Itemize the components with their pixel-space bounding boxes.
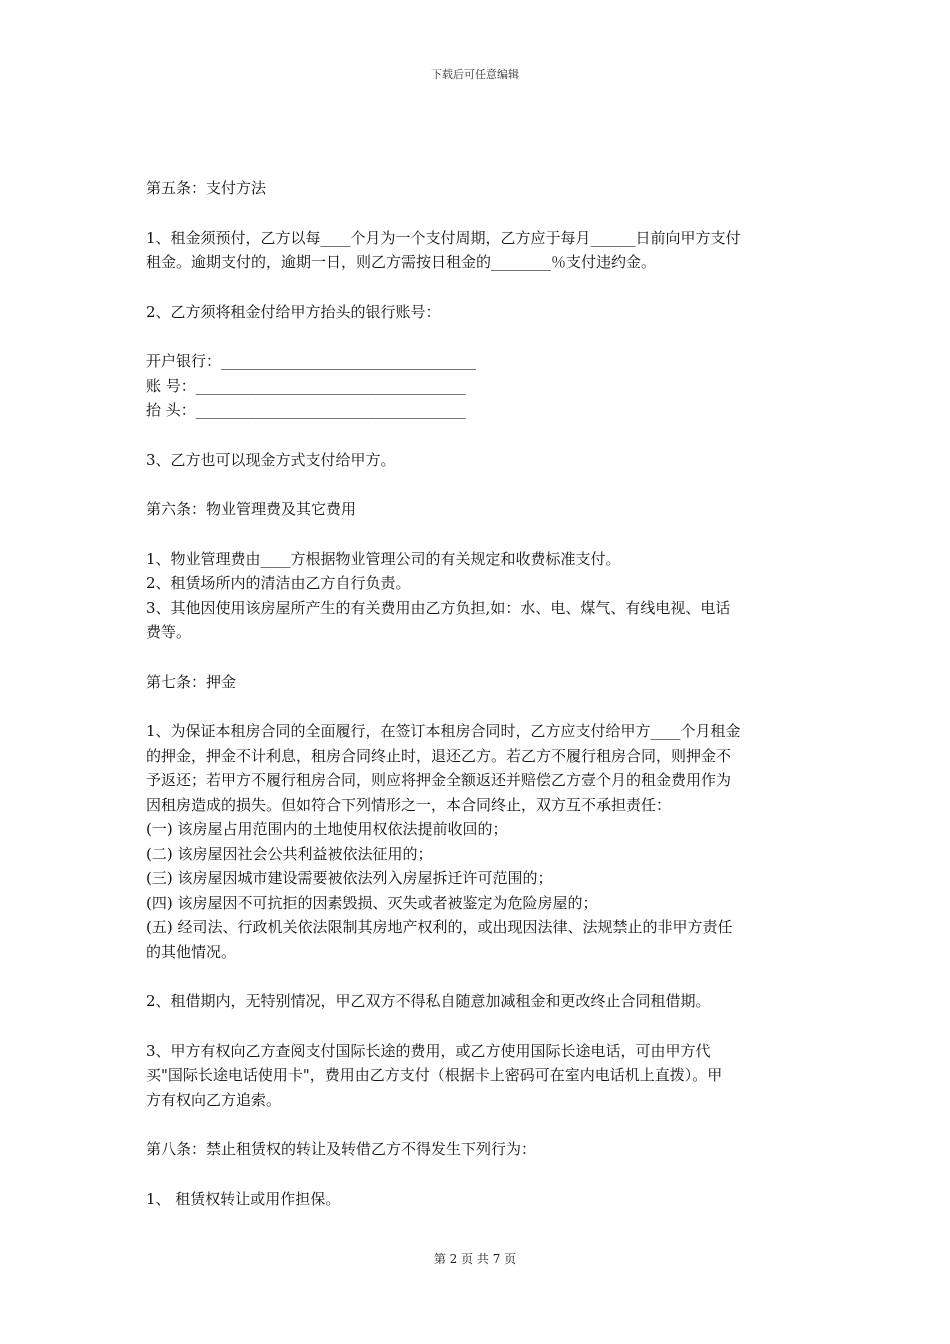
article7-p1-line2: 的押金，押金不计利息，租房合同终止时，退还乙方。若乙方不履行租房合同，则押金不 xyxy=(146,746,732,765)
article5-title: 第五条：支付方法 xyxy=(146,179,267,197)
account-field: 账 号：____________________________________ xyxy=(146,376,466,395)
document-body xyxy=(146,176,808,1211)
article7-p3-line1: 3、甲方有权向乙方查阅支付国际长途的费用，或乙方使用国际长途电话，可由甲方代 xyxy=(146,1041,711,1060)
article7-item3: (三) 该房屋因城市建设需要被依法列入房屋拆迁许可范围的； xyxy=(146,869,553,887)
article7-item1: (一) 该房屋占用范围内的土地使用权依法提前收回的； xyxy=(146,820,508,838)
bank-field: 开户银行：__________________________________ xyxy=(146,352,477,370)
page-number: 第 2 页 共 7 页 xyxy=(433,1252,517,1266)
article7-p2: 2、租借期内，无特别情况，甲乙双方不得私自随意加减租金和更改终止合同租借期。 xyxy=(146,992,711,1010)
article8-title: 第八条：禁止租赁权的转让及转借乙方不得发生下列行为： xyxy=(146,1140,537,1158)
article6-p3-line1: 3、其他因使用该房屋所产生的有关费用由乙方负担,如：水、电、煤气、有线电视、电话 xyxy=(146,598,731,617)
article7-p1-line4: 因租房造成的损失。但如符合下列情形之一，本合同终止，双方互不承担责任： xyxy=(146,795,672,814)
article6-p2: 2、租赁场所内的清洁由乙方自行负责。 xyxy=(146,574,411,592)
article5-p1-line1: 1、租金须预付，乙方以每____个月为一个支付周期，乙方应于每月______日前向甲方支付 xyxy=(146,228,741,247)
article6-title: 第六条：物业管理费及其它费用 xyxy=(146,500,357,518)
article7-p3-line2: 买"国际长途电话使用卡"，费用由乙方支付（根据卡上密码可在室内电话机上直拨）。甲 xyxy=(146,1066,723,1084)
article5-p2: 2、乙方须将租金付给甲方抬头的银行账号： xyxy=(146,302,441,321)
article7-item4: (四) 该房屋因不可抗拒的因素毁损、灭失或者被鉴定为危险房屋的； xyxy=(146,893,598,912)
article7-item5-line2: 的其他情况。 xyxy=(146,942,237,961)
page-header-note: 下载后可任意编辑 xyxy=(431,68,519,81)
article7-p3-line3: 方有权向乙方追索。 xyxy=(146,1090,282,1109)
article7-p1-line3: 予返还；若甲方不履行租房合同，则应将押金全额返还并赔偿乙方壹个月的租金费用作为 xyxy=(146,771,732,789)
article6-p1: 1、物业管理费由____方根据物业管理公司的有关规定和收费标准支付。 xyxy=(146,549,621,568)
article7-p1-line1: 1、为保证本租房合同的全面履行，在签订本租房合同时，乙方应支付给甲方____个月租金 xyxy=(146,722,741,740)
article5-p1-line2: 租金。逾期支付的，逾期一日，则乙方需按日租金的________％支付违约金。 xyxy=(146,253,657,271)
article7-item2: (二) 该房屋因社会公共利益被依法征用的； xyxy=(146,844,433,863)
article6-p3-line2: 费等。 xyxy=(146,623,192,641)
article8-p1: 1、 租赁权转让或用作担保。 xyxy=(146,1189,341,1208)
article7-title: 第七条：押金 xyxy=(146,672,237,691)
article5-p3: 3、乙方也可以现金方式支付给甲方。 xyxy=(146,450,396,469)
article7-item5-line1: (五) 经司法、行政机关依法限制其房地产权利的，或出现因法律、法规禁止的非甲方责任 xyxy=(146,918,733,936)
payee-field: 抬 头：____________________________________ xyxy=(146,401,466,419)
